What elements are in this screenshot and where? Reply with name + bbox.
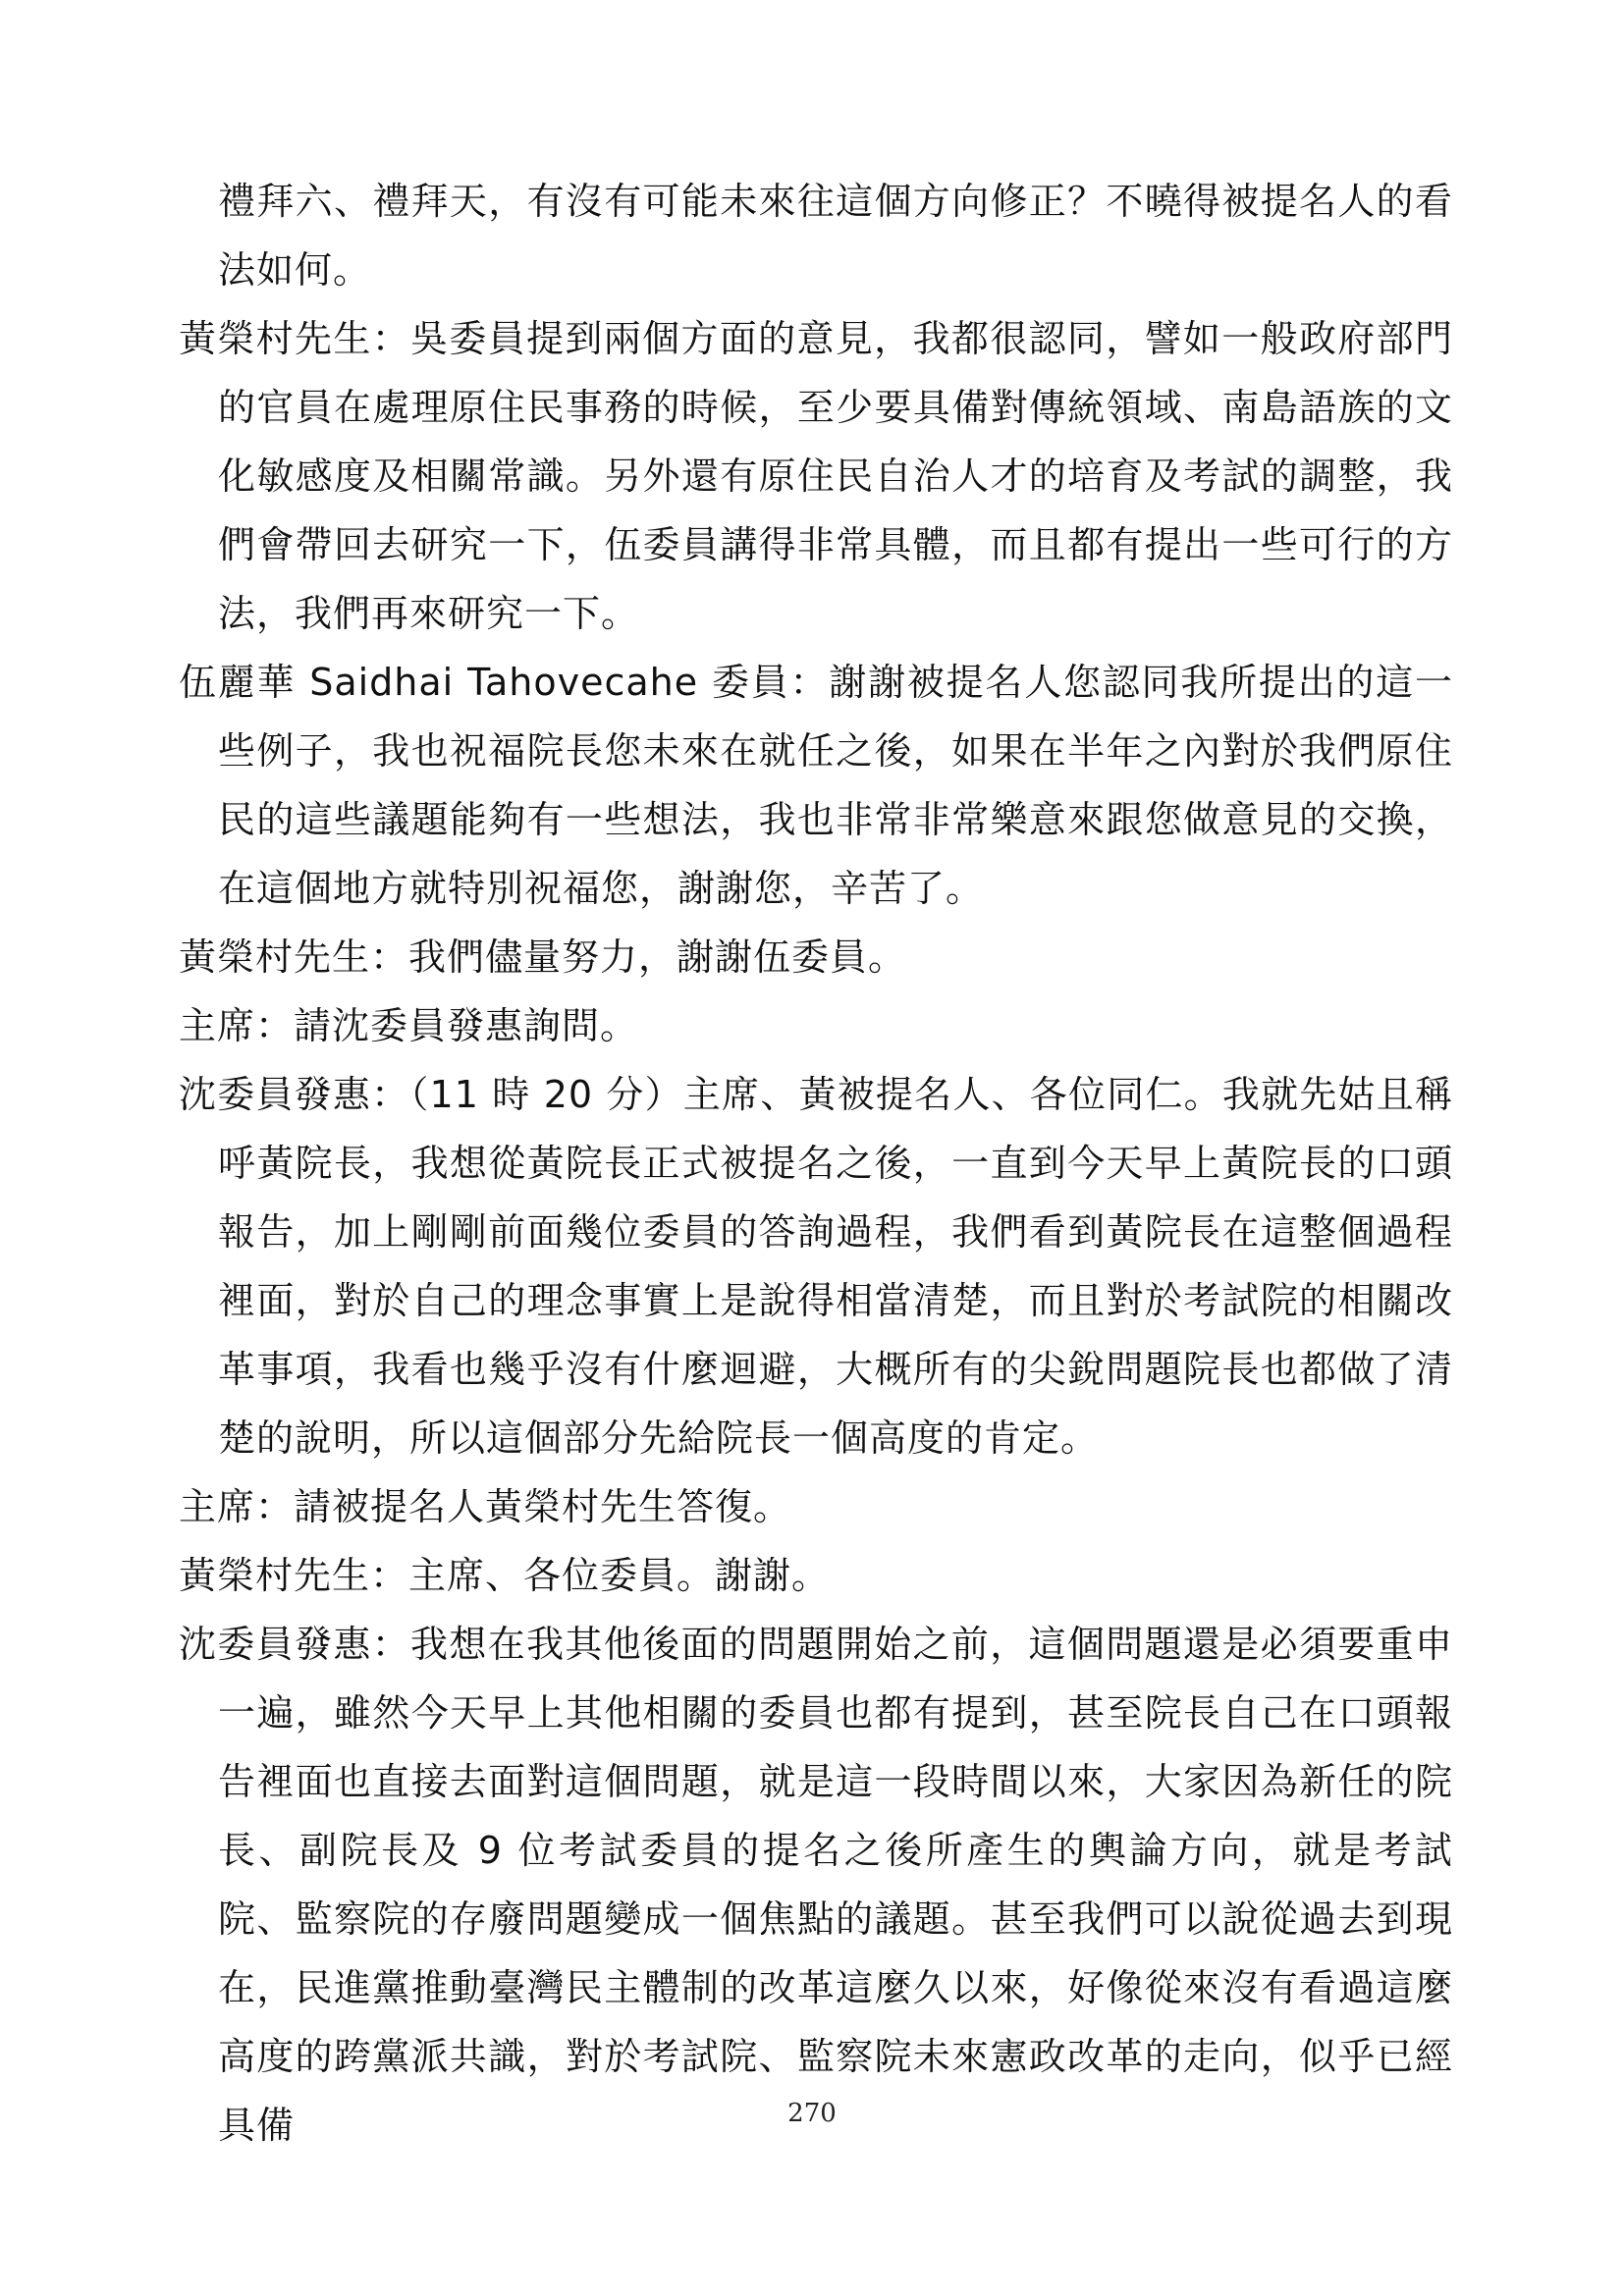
- paragraph-shen-question-2: 沈委員發惠：我想在我其他後面的問題開始之前，這個問題還是必須要重申一遍，雖然今天早上其他相關的委員也都有提到，甚至院長自己在口頭報告裡面也直接去面對這個問題，就是這一段時間以來，大家因為新任的院長、副院長及 9 位考試委員的提名之後所產生的輿論方向，就是考試院、監察院的存廢問題變成一個焦點的議題。甚至我們可以說從過去到現在，民進黨推動臺灣民主體制的改革這麼久以來，好像從來沒有看過這麼高度的跨黨派共識，對於考試院、監察院未來憲政改革的走向，似乎已經具備: [179, 1623, 1453, 2147]
- document-body: [179, 167, 1453, 2160]
- paragraph-huang-reply-1: 黃榮村先生：吳委員提到兩個方面的意見，我都很認同，譬如一般政府部門的官員在處理原住民事務的時候，至少要具備對傳統領域、南島語族的文化敏感度及相關常識。另外還有原住民自治人才的培育及考試的調整，我們會帶回去研究一下，伍委員講得非常具體，而且都有提出一些可行的方法，我們再來研究一下。: [179, 317, 1453, 635]
- paragraph-chair-1: 主席：請沈委員發惠詢問。: [179, 1004, 639, 1047]
- paragraph-continuation: 禮拜六、禮拜天，有沒有可能未來往這個方向修正？不曉得被提名人的看法如何。: [218, 180, 1453, 292]
- page-number: 270: [787, 2099, 837, 2128]
- paragraph-huang-reply-2: 黃榮村先生：我們儘量努力，謝謝伍委員。: [179, 935, 907, 979]
- paragraph-chair-2: 主席：請被提名人黃榮村先生答復。: [179, 1485, 792, 1528]
- paragraph-huang-reply-3: 黃榮村先生：主席、各位委員。謝謝。: [179, 1554, 831, 1597]
- paragraph-shen-question-1: 沈委員發惠：（11 時 20 分）主席、黃被提名人、各位同仁。我就先姑且稱呼黃院長，我想從黃院長正式被提名之後，一直到今天早上黃院長的口頭報告，加上剛剛前面幾位委員的答詢過程，我們看到黃院長在這整個過程裡面，對於自己的理念事實上是說得相當清楚，而且對於考試院的相關改革事項，我看也幾乎沒有什麼迴避，大概所有的尖銳問題院長也都做了清楚的說明，所以這個部分先給院長一個高度的肯定。: [179, 1073, 1453, 1460]
- paragraph-wu-remarks: 伍麗華 Saidhai Tahovecahe 委員：謝謝被提名人您認同我所提出的這一些例子，我也祝福院長您未來在就任之後，如果在半年之內對於我們原住民的這些議題能夠有一些想法，我也非常非常樂意來跟您做意見的交換，在這個地方就特別祝福您，謝謝您，辛苦了。: [179, 661, 1453, 910]
